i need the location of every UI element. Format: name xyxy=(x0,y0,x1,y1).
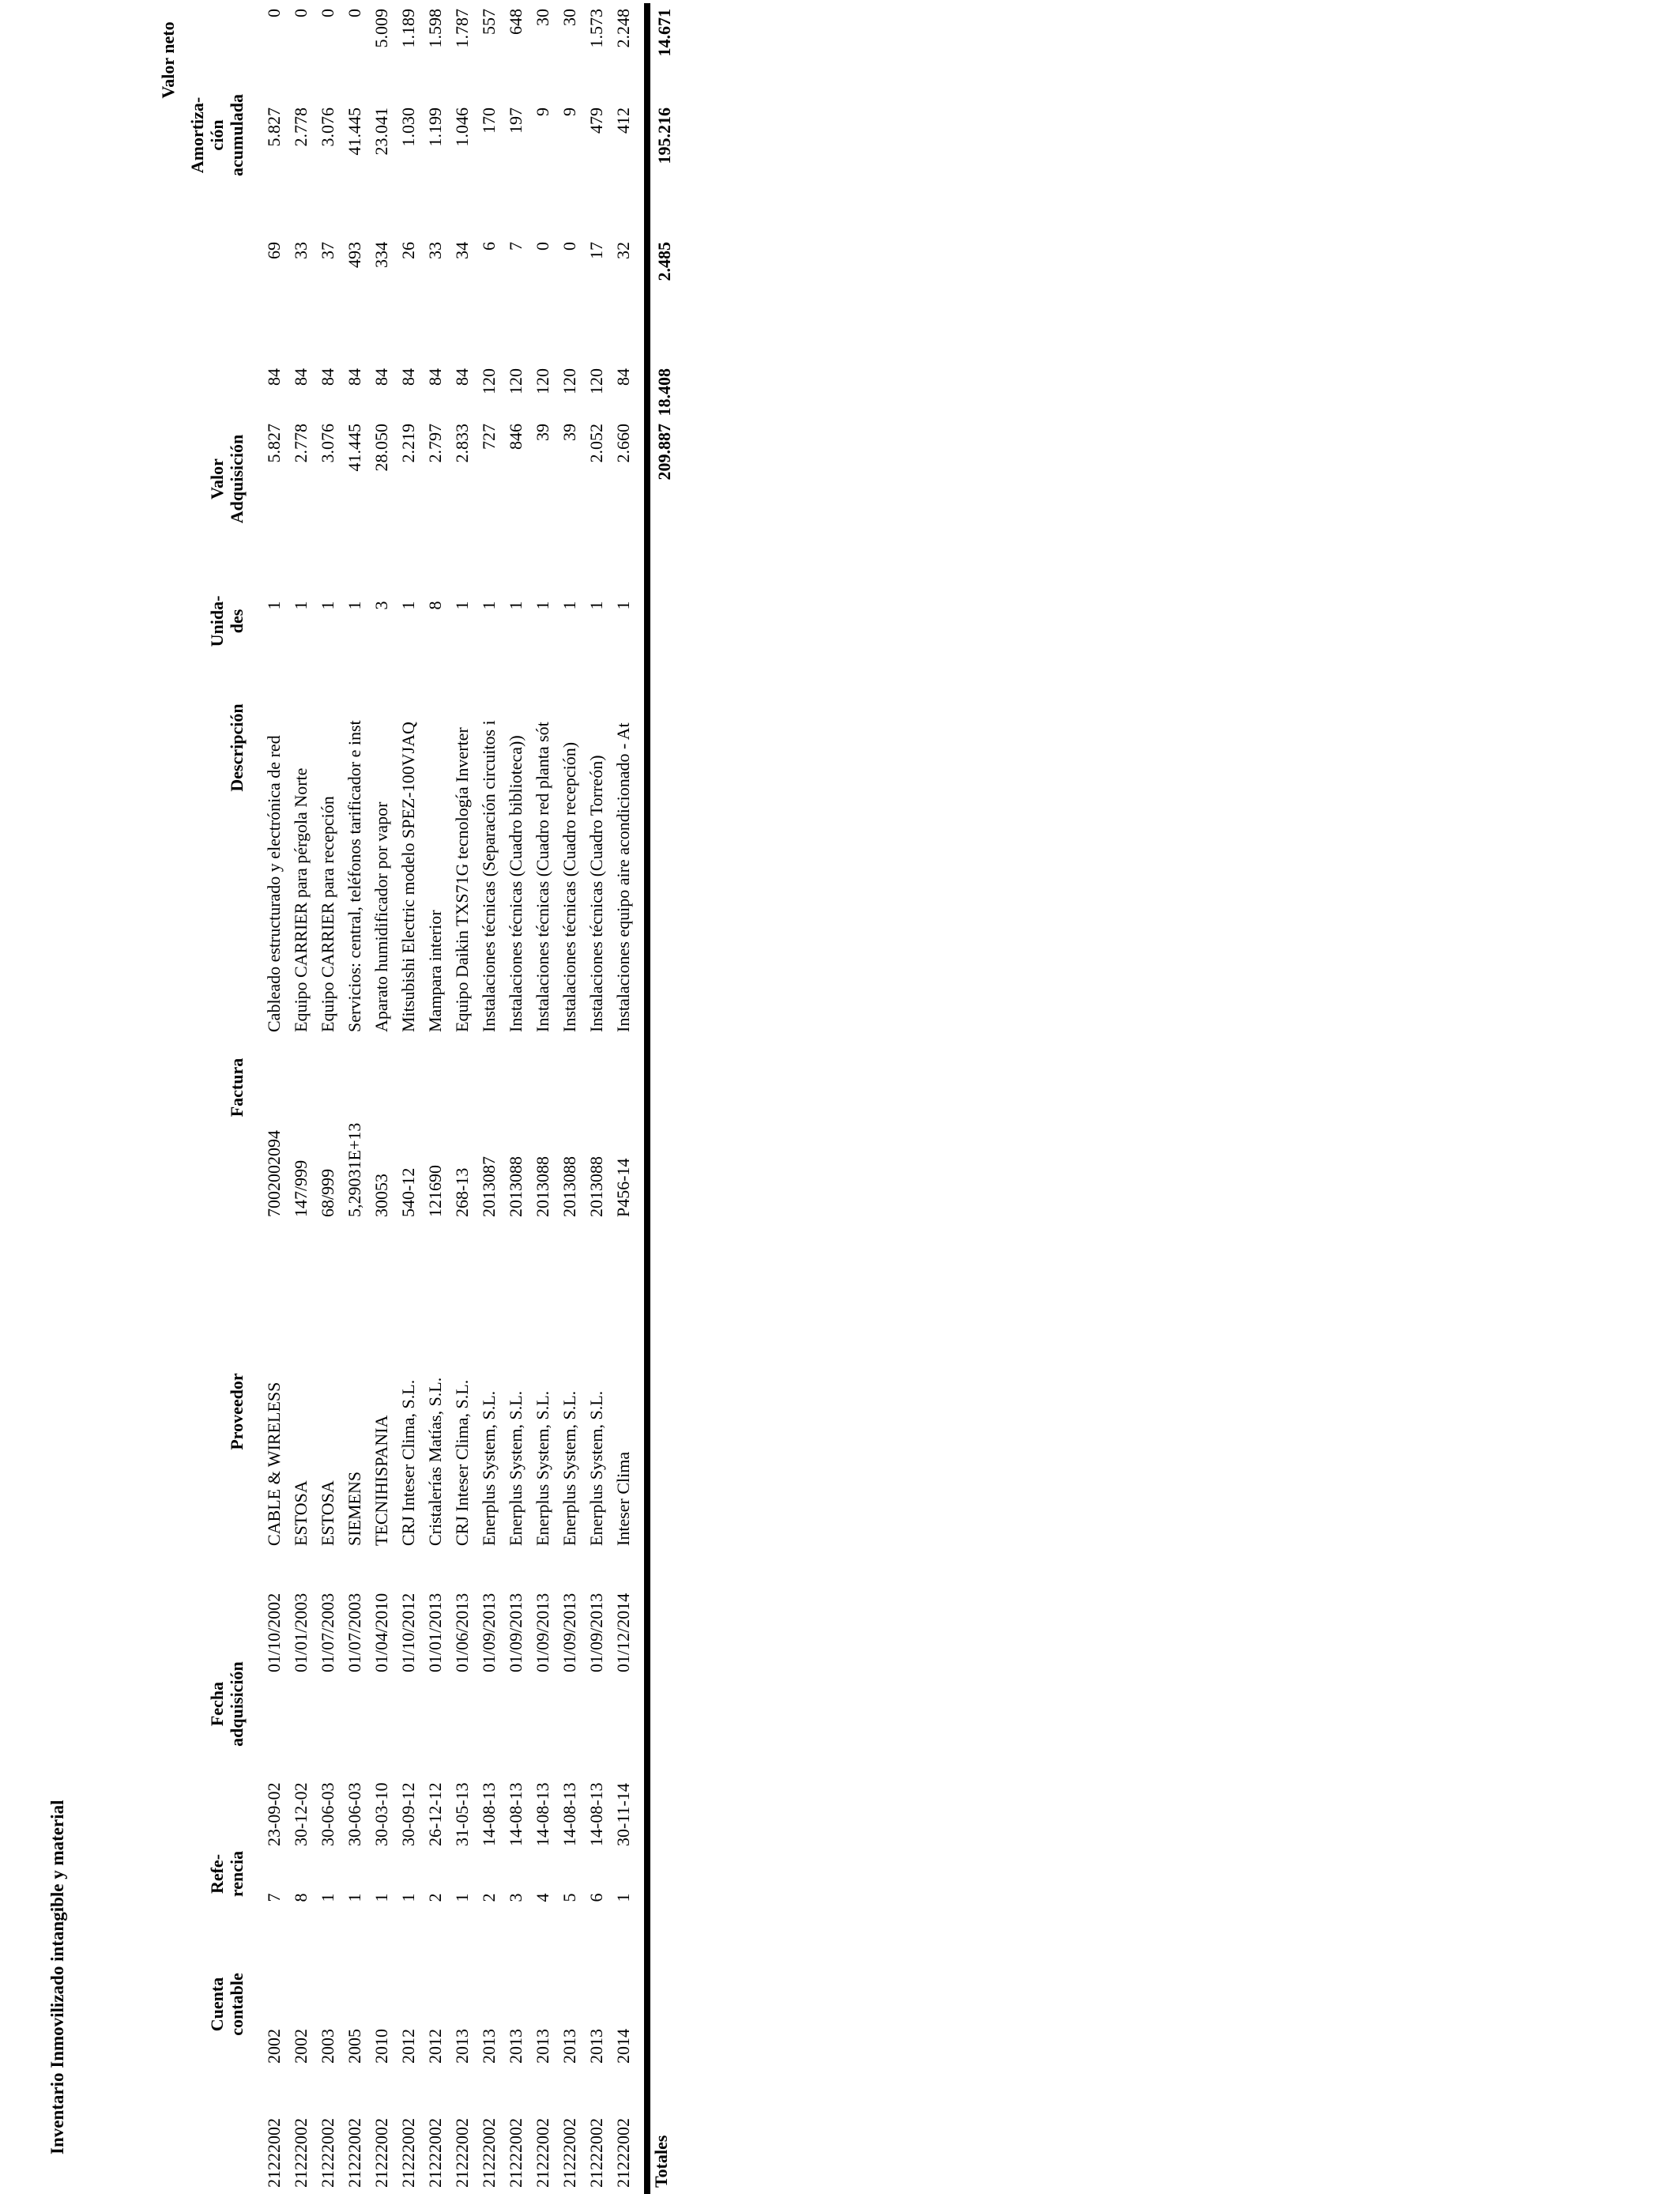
table-cell: 30-06-03 xyxy=(318,1782,337,1846)
table-cell: 493 xyxy=(345,242,364,268)
table-cell: Instalaciones equipo aire acondicionado - At xyxy=(613,722,633,1032)
table-cell: 30053 xyxy=(371,1174,391,1217)
header-fecha-adquisicion xyxy=(207,1641,247,1767)
table-cell: 1 xyxy=(479,601,499,610)
table-cell: 120 xyxy=(533,368,552,394)
table-cell: ESTOSA xyxy=(318,1480,337,1546)
table-cell: Aparato humidificador por vapor xyxy=(371,801,391,1032)
table-cell: 01/09/2013 xyxy=(586,1593,606,1672)
table-cell: 14-08-13 xyxy=(559,1782,579,1846)
table-cell: Mitsubishi Electric modelo SPEZ-100VJAQ xyxy=(398,722,418,1032)
table-cell: 69 xyxy=(264,242,284,259)
table-cell: 21222002 xyxy=(398,2118,418,2188)
table-cell: 21222002 xyxy=(345,2118,364,2188)
totals-rule xyxy=(644,3,650,2194)
header-line: Adquisición xyxy=(227,434,247,524)
table-cell: 540-12 xyxy=(398,1167,418,1217)
table-cell: 120 xyxy=(479,368,499,394)
table-cell: 2013 xyxy=(586,2029,606,2064)
table-cell: Enerplus System, S.L. xyxy=(506,1390,525,1546)
header-line: des xyxy=(227,609,247,634)
table-cell: 2013088 xyxy=(533,1156,552,1217)
table-cell: Instalaciones técnicas (Cuadro biblioteca)) xyxy=(506,735,525,1032)
table-cell: 6 xyxy=(586,1893,606,1902)
table-cell: 30-11-14 xyxy=(613,1783,633,1846)
table-cell: 14-08-13 xyxy=(479,1782,499,1846)
table-cell: 1.573 xyxy=(586,9,606,48)
table-cell: 2.797 xyxy=(425,424,445,463)
table-cell: 1 xyxy=(371,1893,391,1902)
header-valor-adquisicion xyxy=(207,416,247,542)
table-cell: 120 xyxy=(559,368,579,394)
table-cell: Enerplus System, S.L. xyxy=(533,1390,552,1546)
table-cell: 1 xyxy=(452,1893,472,1902)
header-line: Amortiza- xyxy=(187,96,207,174)
table-cell: 648 xyxy=(506,9,525,35)
table-cell: 2002 xyxy=(291,2029,311,2064)
table-cell: Equipo CARRIER para pérgola Norte xyxy=(291,767,311,1032)
header-cuenta-contable xyxy=(207,1957,247,2052)
col-vida-util xyxy=(261,368,637,424)
table-cell: 17 xyxy=(586,242,606,259)
table-cell: 39 xyxy=(533,424,552,441)
table-cell: 21222002 xyxy=(452,2118,472,2188)
table-cell: 197 xyxy=(506,107,525,134)
col-fecha-alta xyxy=(261,1574,637,1672)
header-referencia xyxy=(207,1826,247,1921)
table-cell: 1 xyxy=(506,601,525,610)
table-cell: 84 xyxy=(371,368,391,386)
table-cell: 84 xyxy=(398,368,418,386)
table-cell: 2.833 xyxy=(452,424,472,463)
table-cell: 01/10/2002 xyxy=(264,1593,284,1672)
table-cell: 21222002 xyxy=(613,2118,633,2188)
col-fecha-adquisicion xyxy=(261,1759,637,1846)
table-cell: 41.445 xyxy=(345,424,364,472)
table-cell: 84 xyxy=(452,368,472,386)
header-line: acumulada xyxy=(227,94,247,176)
table-cell: Instalaciones técnicas (Cuadro recepción) xyxy=(559,741,579,1032)
col-unidades xyxy=(261,578,637,633)
table-cell: 2013087 xyxy=(479,1156,499,1217)
table-cell: 2012 xyxy=(425,2029,445,2064)
table-cell: Instalaciones técnicas (Cuadro Torreón) xyxy=(586,755,606,1032)
table-cell: 2003 xyxy=(318,2029,337,2064)
table-cell: 1.030 xyxy=(398,107,418,147)
table-cell: 2013088 xyxy=(586,1156,606,1217)
table-cell: ESTOSA xyxy=(291,1480,311,1546)
table-cell: Enerplus System, S.L. xyxy=(559,1390,579,1546)
table-cell: Cableado estructurado y electrónica de red xyxy=(264,735,284,1032)
table-cell: 1.046 xyxy=(452,107,472,147)
table-cell: 8 xyxy=(425,601,445,610)
table-cell: 2013 xyxy=(452,2029,472,2064)
col-cuenta-contable xyxy=(261,2101,637,2188)
table-cell: CRJ Inteser Clima, S.L. xyxy=(452,1379,472,1546)
table-cell: 1.189 xyxy=(398,9,418,48)
table-cell: TECNIHISPANIA xyxy=(371,1415,391,1546)
table-cell: 1 xyxy=(452,601,472,610)
table-cell: 5.827 xyxy=(264,424,284,463)
header-line: Fecha xyxy=(207,1681,227,1727)
table-cell: 01/10/2012 xyxy=(398,1593,418,1672)
total-valor-adquisicion: 209.887 xyxy=(654,424,674,481)
table-cell: 1 xyxy=(398,601,418,610)
table-cell: 01/09/2013 xyxy=(559,1593,579,1672)
header-line: Descripción xyxy=(227,703,247,792)
table-cell: 2.052 xyxy=(586,424,606,463)
table-cell: 1 xyxy=(318,1893,337,1902)
table-cell: 1.787 xyxy=(452,9,472,48)
table-cell: 412 xyxy=(613,107,633,134)
table-cell: Instalaciones técnicas (Cuadro red planta sót xyxy=(533,722,552,1032)
table-cell: Equipo CARRIER para recepción xyxy=(318,796,337,1032)
table-cell: 2.778 xyxy=(291,424,311,463)
table-cell: 2002 xyxy=(264,2029,284,2064)
table-cell: 1 xyxy=(559,601,579,610)
table-cell: 1 xyxy=(291,601,311,610)
table-cell: 334 xyxy=(371,242,391,268)
table-cell: 2013088 xyxy=(559,1156,579,1217)
table-cell: 6 xyxy=(479,242,499,251)
table-cell: 1 xyxy=(345,1893,364,1902)
table-cell: 01/04/2010 xyxy=(371,1593,391,1672)
table-cell: 0 xyxy=(318,9,337,17)
table-cell: 21222002 xyxy=(533,2118,552,2188)
table-cell: 2 xyxy=(479,1893,499,1902)
table-cell: 9 xyxy=(533,107,552,116)
total-amortizacion: 195.216 xyxy=(654,107,674,164)
header-line: Valor xyxy=(207,458,227,499)
table-cell: 2.248 xyxy=(613,9,633,48)
table-cell: 3 xyxy=(506,1893,525,1902)
table-cell: 84 xyxy=(425,368,445,386)
table-cell: 846 xyxy=(506,424,525,450)
table-cell: 0 xyxy=(533,242,552,251)
table-cell: 2010 xyxy=(371,2029,391,2064)
table-cell: 31-05-13 xyxy=(452,1782,472,1846)
table-cell: 1 xyxy=(398,1893,418,1902)
table-cell: 01/09/2013 xyxy=(479,1593,499,1672)
table-cell: 30 xyxy=(533,9,552,26)
table-cell: 5.827 xyxy=(264,107,284,147)
table-cell: 3 xyxy=(371,601,391,610)
total-valor-neto: 14.671 xyxy=(654,9,674,57)
table-cell: 268-13 xyxy=(452,1167,472,1217)
header-line: contable xyxy=(227,1973,247,2036)
col-amortizacion xyxy=(261,107,637,194)
table-cell: 557 xyxy=(479,9,499,35)
header-unidades xyxy=(207,574,247,669)
table-cell: 1 xyxy=(318,601,337,610)
document-title: Inventario Inmovilizado intangible y material xyxy=(47,1800,67,2154)
col-descripcion xyxy=(261,637,637,1032)
col-factura xyxy=(261,1083,637,1217)
table-cell: 01/01/2003 xyxy=(291,1593,311,1672)
table-cell: 121690 xyxy=(425,1165,445,1217)
header-line: Factura xyxy=(227,1057,247,1118)
table-cell: CRJ Inteser Clima, S.L. xyxy=(398,1379,418,1546)
table-cell: 01/06/2013 xyxy=(452,1593,472,1672)
table-cell: 2.660 xyxy=(613,424,633,463)
table-cell: 5 xyxy=(559,1893,579,1902)
table-cell: Equipo Daikin TXS71G tecnología Inverter xyxy=(452,727,472,1032)
table-cell: 1 xyxy=(613,601,633,610)
table-cell: 30-09-12 xyxy=(398,1782,418,1846)
table-cell: 479 xyxy=(586,107,606,134)
table-cell: 1 xyxy=(613,1893,633,1902)
table-cell: 01/07/2003 xyxy=(345,1593,364,1672)
table-cell: 7 xyxy=(264,1893,284,1902)
table-cell: 0 xyxy=(345,9,364,17)
col-referencia xyxy=(261,1992,637,2064)
table-cell: 170 xyxy=(479,107,499,134)
table-cell: 14-08-13 xyxy=(506,1782,525,1846)
table-cell: 21222002 xyxy=(586,2118,606,2188)
table-cell: 68/999 xyxy=(318,1168,337,1217)
table-cell: 2014 xyxy=(613,2029,633,2064)
table-cell: 3.076 xyxy=(318,107,337,147)
table-cell: Enerplus System, S.L. xyxy=(479,1390,499,1546)
table-cell: 84 xyxy=(613,368,633,386)
header-line: Proveedor xyxy=(227,1373,247,1450)
table-cell: 30 xyxy=(559,9,579,26)
header-line: Unida- xyxy=(207,595,227,647)
table-cell: 30-03-10 xyxy=(371,1782,391,1846)
table-cell: 1.598 xyxy=(425,9,445,48)
table-cell: 84 xyxy=(291,368,311,386)
table-cell: 2013 xyxy=(479,2029,499,2064)
table-cell: 84 xyxy=(264,368,284,386)
table-cell: 2013088 xyxy=(506,1156,525,1217)
table-cell: CABLE & WIRELESS xyxy=(264,1382,284,1546)
table-cell: P456-14 xyxy=(613,1158,633,1217)
table-cell: 2013 xyxy=(506,2029,525,2064)
table-cell: 2013 xyxy=(533,2029,552,2064)
table-cell: Cristalerías Matías, S.L. xyxy=(425,1377,445,1546)
table-cell: 7002002094 xyxy=(264,1130,284,1217)
table-cell: 30-06-03 xyxy=(345,1782,364,1846)
table-cell: 21222002 xyxy=(425,2118,445,2188)
table-cell: 21222002 xyxy=(291,2118,311,2188)
table-cell: 32 xyxy=(613,242,633,259)
table-cell: Mampara interior xyxy=(425,910,445,1032)
table-cell: 4 xyxy=(533,1893,552,1902)
table-cell: Servicios: central, teléfonos tarificador e inst xyxy=(345,720,364,1032)
table-cell: 01/12/2014 xyxy=(613,1593,633,1672)
table-cell: 2012 xyxy=(398,2029,418,2064)
table-cell: 2 xyxy=(425,1893,445,1902)
table-cell: 01/09/2013 xyxy=(506,1593,525,1672)
table-cell: 2.778 xyxy=(291,107,311,147)
table-cell: 14-08-13 xyxy=(586,1782,606,1846)
table-cell: 0 xyxy=(264,9,284,17)
table-cell: 37 xyxy=(318,242,337,259)
table-cell: 21222002 xyxy=(371,2118,391,2188)
table-cell: 5.009 xyxy=(371,9,391,48)
table-cell: 1 xyxy=(533,601,552,610)
table-cell: 33 xyxy=(425,242,445,259)
table-cell: 26 xyxy=(398,242,418,259)
total-vida-util: 18.408 xyxy=(654,368,674,417)
table-cell: SIEMENS xyxy=(345,1471,364,1546)
table-cell: 21222002 xyxy=(318,2118,337,2188)
table-cell: 21222002 xyxy=(264,2118,284,2188)
table-cell: 23.041 xyxy=(371,107,391,156)
table-cell: 33 xyxy=(291,242,311,259)
table-cell: 8 xyxy=(291,1893,311,1902)
table-cell: 9 xyxy=(559,107,579,116)
table-cell: 21222002 xyxy=(479,2118,499,2188)
table-cell: Inteser Clima xyxy=(613,1451,633,1546)
table-cell: 21222002 xyxy=(506,2118,525,2188)
table-cell: 727 xyxy=(479,424,499,450)
table-cell: 23-09-02 xyxy=(264,1782,284,1846)
col-proveedor xyxy=(261,1261,637,1546)
table-cell: 120 xyxy=(586,368,606,394)
table-cell: 14-08-13 xyxy=(533,1782,552,1846)
table-cell: Instalaciones técnicas (Separación circuitos i xyxy=(479,720,499,1032)
table-cell: 1.199 xyxy=(425,107,445,147)
header-valor-neto xyxy=(158,5,178,115)
header-factura xyxy=(227,1024,247,1151)
header-descripcion xyxy=(227,669,247,827)
header-proveedor xyxy=(227,1333,247,1491)
table-cell: 34 xyxy=(452,242,472,259)
table-cell: 3.076 xyxy=(318,424,337,463)
table-cell: 2.219 xyxy=(398,424,418,463)
table-cell: 2013 xyxy=(559,2029,579,2064)
table-cell: 5,29031E+13 xyxy=(345,1122,364,1217)
table-cell: 01/01/2013 xyxy=(425,1593,445,1672)
table-cell: 39 xyxy=(559,424,579,441)
header-line: Cuenta xyxy=(207,1977,227,2032)
col-valor-neto xyxy=(261,9,637,92)
header-line: Refe- xyxy=(207,1853,227,1894)
table-cell: 21222002 xyxy=(559,2118,579,2188)
table-cell: 7 xyxy=(506,242,525,251)
table-cell: Enerplus System, S.L. xyxy=(586,1390,606,1546)
table-cell: 147/999 xyxy=(291,1159,311,1217)
table-cell: 2005 xyxy=(345,2029,364,2064)
totals-label: Totales xyxy=(651,2135,671,2188)
header-line: ción xyxy=(207,119,227,151)
table-cell: 120 xyxy=(506,368,525,394)
header-line: Valor neto xyxy=(158,21,178,99)
table-cell: 01/07/2003 xyxy=(318,1593,337,1672)
col-referencia-num xyxy=(261,1878,637,1917)
table-cell: 1 xyxy=(264,601,284,610)
table-cell: 01/09/2013 xyxy=(533,1593,552,1672)
col-dotacion xyxy=(261,242,637,297)
table-cell: 84 xyxy=(318,368,337,386)
total-dotacion: 2.485 xyxy=(654,242,674,281)
table-cell: 1 xyxy=(586,601,606,610)
table-cell: 0 xyxy=(291,9,311,17)
table-cell: 30-12-02 xyxy=(291,1782,311,1846)
table-cell: 84 xyxy=(345,368,364,386)
table-cell: 26-12-12 xyxy=(425,1782,445,1846)
table-cell: 0 xyxy=(559,242,579,251)
header-line: rencia xyxy=(227,1850,247,1898)
header-line: adquisición xyxy=(227,1661,247,1747)
header-amortizacion-acumulada xyxy=(187,76,247,194)
col-valor-adquisicion xyxy=(261,424,637,511)
table-cell: 1 xyxy=(345,601,364,610)
table-cell: 41.445 xyxy=(345,107,364,156)
table-cell: 28.050 xyxy=(371,424,391,472)
